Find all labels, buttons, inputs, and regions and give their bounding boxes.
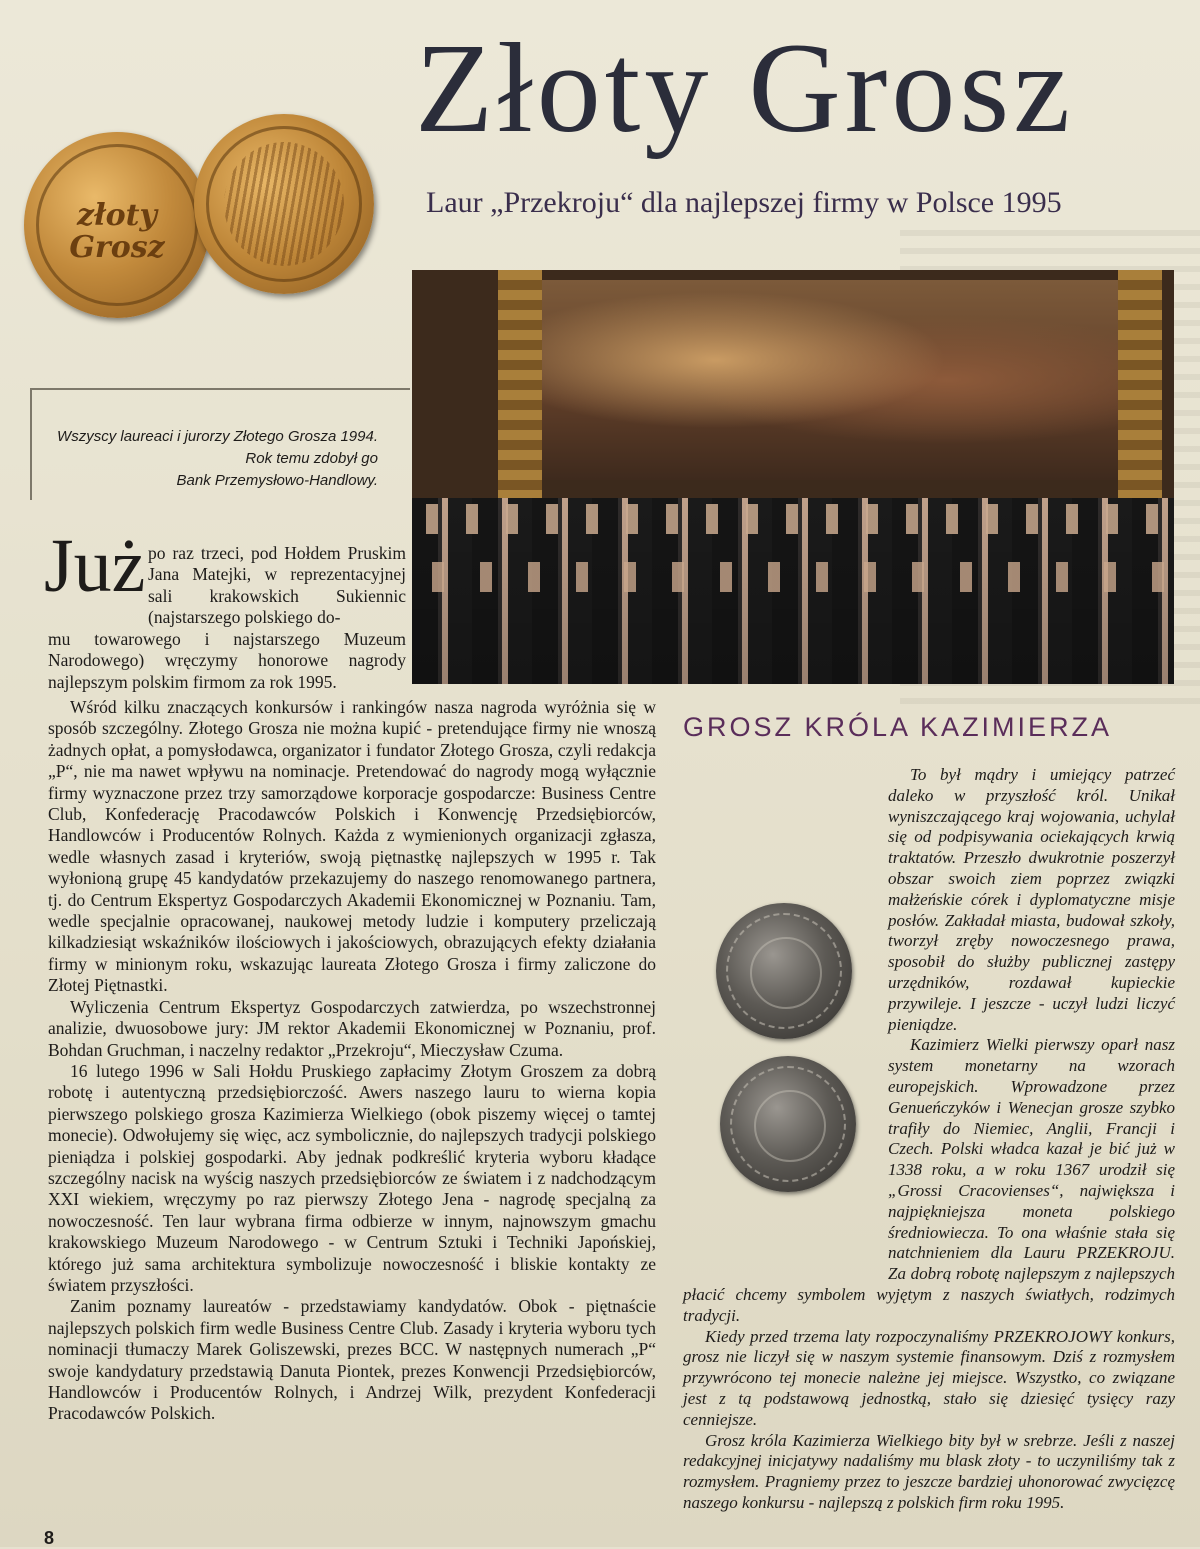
- drop-cap: Już: [44, 524, 146, 608]
- page-subtitle: Laur „Przekroju“ dla najlepszej firmy w Polsce 1995: [426, 186, 1062, 219]
- article-paragraph: Wyliczenia Centrum Ekspertyz Gospodarczych zatwierdza, po wszechstronnej analizie, dwuosobowe jury: JM rektor Akademii Ekonomicznej w Poznaniu, prof. Bohdan Gruchman, i naczelny redaktor „Przekroju“, Mieczysław Czuma.: [48, 996, 656, 1060]
- eagle-icon: [224, 142, 344, 266]
- article-paragraph: Wśród kilku znaczących konkursów i rankingów nasza nagroda wyróżnia się w sposób szczególny. Złotego Grosza nie można kupić - pretendujące firmy nie wnoszą żadnych opłat, a pomysłodawca, organizator i fundator Złotego Grosza, czyli redakcja „P“, nie ma nawet wpływu na nominacje. Pretendować do nagrody mogą wyłącznie firmy wyznaczone przez trzy samorządowe korporacje gospodarcze: Business Centre Club, Konfederację Pracodawców Polskich i Konwencję Przedsiębiorców, Handlowców i Producentów Rolnych. Każda z wymienionych organizacji zgłasza, wedle własnych zasad i kryteriów, swoją piętnastkę najlepszych w 1995 r. Tak wyłonioną grupę 45 kandydatów przekazujemy do naszego renomowanego partnera, tj. do Centrum Ekspertyz Gospodarczych Akademii Ekonomicznej w Poznaniu. Tam, wedle specjalnie opracowanej, naukowej metody ludzie i komputery przeliczają kilkadziesiąt wskaźników ilościowych i jakościowych, obrazujących efekty działania firmy w minionym roku, wskazując laureata Złotego Grosza i firmy zaliczone do Złotej Piętnastki.: [48, 697, 656, 996]
- caption-line: Rok temu zdobył go: [245, 450, 378, 467]
- sidebar-paragraph: To był mądry i umiejący patrzeć daleko w przyszłość król. Unikał wyniszczającego kraj wojowania, uchylał się od podpisywania ociekających krwią traktatów. Przeszło dwukrotnie poszerzył obszar swoich ziem poprzez związki małżeńskie córek i dyplomatyczne misje posłów. Zakładał miasta, budował szkoły, tworzył zręby nowoczesnego prawa, sposobił do służby publicznej zastępy urzędników, rozdawał kupieckie przywileje. I jeszcze - uczył ludzi liczyć pieniądze.: [888, 765, 1175, 1034]
- article-paragraph: Zanim poznamy laureatów - przedstawiamy kandydatów. Obok - piętnaście najlepszych polskich firm wedle Business Centre Club. Zasady i kryteria wyboru tych nominacji tłumaczy Marek Goliszewski, prezes BCC. W następnych numerach „P“ swoje kandydatury przedstawią Danuta Piontek, prezes Konwencji Przedsiębiorców, Handlowców i Producentów Rolnych, i Andrzej Wilk, prezydent Konfederacji Pracodawców Polskich.: [48, 1296, 656, 1424]
- silver-grosz-reverse-image: [720, 1056, 856, 1192]
- coin-inscription: [24, 200, 210, 264]
- crown-icon: [750, 937, 822, 1009]
- sidebar-paragraph: Kiedy przed trzema laty rozpoczynaliśmy PRZEKROJOWY konkurs, grosz nie liczył się w naszym systemie finansowym. Dziś z rozmysłem przywrócono tej monecie należne jej miejsce. Wszystko, co związane jest z tą podstawową jednostką, stało się dziesięć tysięcy razy cenniejsze.: [683, 1326, 1175, 1429]
- front-row-faces: [412, 562, 1174, 592]
- page-title: Złoty Grosz: [415, 17, 1074, 159]
- caption-line: Wszyscy laureaci i jurorzy Złotego Grosza 1994.: [57, 428, 378, 445]
- gold-coin-back-image: [194, 114, 374, 294]
- sidebar-heading: GROSZ KRÓLA KAZIMIERZA: [683, 712, 1113, 742]
- coin-line-2: Grosz: [69, 230, 165, 265]
- sidebar-paragraph: Grosz króla Kazimierza Wielkiego bity był w srebrze. Jeśli z naszej redakcyjnej inicjatywy nadaliśmy mu blask złoty - to uczyniliśmy tak z rozmysłem. Pragniemy przez to jeszcze bardziej uhonorować zwycięzcę naszego konkursu - najlepszą z polskich firm roku 1995.: [683, 1430, 1175, 1512]
- article-body: [48, 697, 656, 1425]
- sidebar-paragraph: Kazimierz Wielki pierwszy oparł nasz system monetarny na wzorach europejskich. Wprowadzone przez Genueńczyków i Wenecjan grosze szybko trafiły do Niemiec, Anglii, Francji i Czech. Polski władca kazał je bić już w 1338 roku, a w roku 1367 urodził się „Grossi Cracovienses“, największa i najpiękniejsza moneta polskiego średniowiecza. To ona właśnie stała się natchnieniem dla Lauru PRZEKROJU. Za dobrą robotę najlepszym z najlepszych płacić chcemy symbolem wyjętym z naszych światłych, rodzimych tradycji.: [683, 1035, 1175, 1325]
- back-row-faces: [412, 504, 1174, 534]
- gold-coin-front-image: [24, 132, 210, 318]
- eagle-icon: [754, 1090, 826, 1162]
- silver-grosz-obverse-image: [716, 903, 852, 1039]
- page-number: 8: [44, 1528, 55, 1548]
- lead-paragraph-start: po raz trzeci, pod Hołdem Pruskim Jana Matejki, w reprezentacyjnej sali krakowskich Sukiennic (najstarszego polskiego do-: [148, 543, 406, 628]
- photo-caption: [40, 426, 378, 492]
- lead-paragraph-end: mu towarowego i najstarszego Muzeum Narodowego) wręczymy honorowe nagrody najlepszym polskim firmom za rok 1995.: [48, 629, 406, 692]
- article-paragraph: 16 lutego 1996 w Sali Hołdu Pruskiego zapłacimy Złotym Groszem za dobrą robotę i autentyczną przedsiębiorczość. Awers naszego lauru to wierna kopia pierwszego polskiego grosza Kazimierza Wielkiego (obok piszemy więcej o tamtej monecie). Odwołujemy się więc, acz symbolicznie, do najlepszych tradycji polskiego pieniądza i polskiej gospodarki. Aby jednak podkreślić kryteria wyboru kładące szczególny nacisk na wyścig naszych przedsiębiorców ze światem i z nadchodzącym XXI wiekiem, wręczymy po raz pierwszy Złotego Jena - nagrodę specjalną za nowoczesność. Ten laur wybrana firma odbierze w innym, najnowszym gmachu krakowskiego Muzeum Narodowego - w Centrum Sztuki i Techniki Japońskiej, którego już sama architektura symbolizuje nowoczesność i bliskie kontakty ze światem przyszłości.: [48, 1060, 656, 1295]
- matejko-painting: [542, 280, 1120, 480]
- caption-line: Bank Przemysłowo-Handlowy.: [176, 472, 378, 489]
- jury-group-photo: [412, 270, 1174, 684]
- coin-line-1: złoty: [77, 198, 157, 233]
